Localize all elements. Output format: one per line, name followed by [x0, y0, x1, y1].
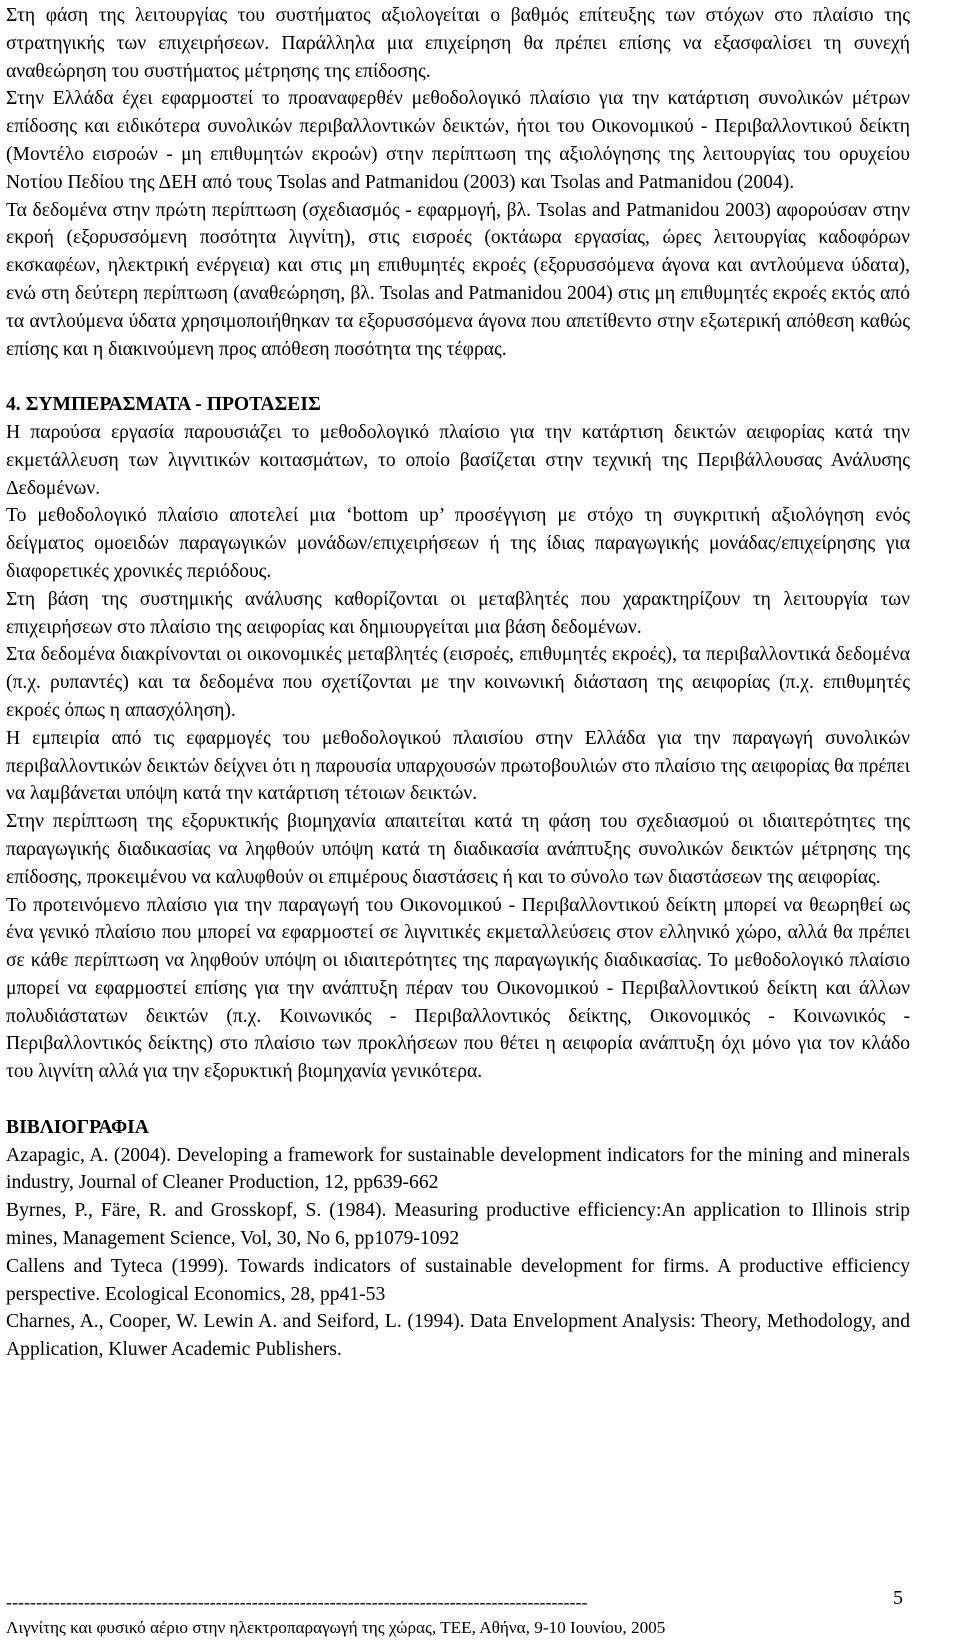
reference-entry: Charnes, A., Cooper, W. Lewin A. and Seiford, L. (1994). Data Envelopment Analysis: Theory, Methodology, and Application, Kluwer Academic Publishers.	[6, 1311, 910, 1361]
paragraph: Το προτεινόμενο πλαίσιο για την παραγωγή του Οικονομικού - Περιβαλλοντικού δείκτη μπορεί να θεωρηθεί ως ένα γενικό πλαίσιο που μπορεί να εφαρμοστεί σε λιγνιτικές εκμεταλλεύσεις στον ελληνικό χώρο, αλλά θα πρέπει σε κάθε περίπτωση να ληφθούν υπόψη οι ιδιαιτερότητες της παραγωγικής διαδικασίας. Το μεθοδολογικό πλαίσιο μπορεί να εφαρμοστεί επίσης για την ανάπτυξη πέραν του Οικονομικού - Περιβαλλοντικού δείκτη και άλλων πολυδιάστατων δεικτών (π.χ. Κοινωνικός - Περιβαλλοντικός δείκτης, Οικονομικός - Κοινωνικός - Περιβαλλοντικός δείκτης) στο πλαίσιο των προκλήσεων που θέτει η αειφορία ανάπτυξη όχι μόνο για τον κλάδο του λιγνίτη αλλά για την εξορυκτική βιομηχανία γενικότερα.	[6, 894, 910, 1083]
paragraph: Στα δεδομένα διακρίνονται οι οικονομικές μεταβλητές (εισροές, επιθυμητές εκροές), τα περιβαλλοντικά δεδομένα (π.χ. ρυπαντές) και τα δεδομένα που σχετίζονται με την κοινωνική διάσταση της αειφορίας (π.χ. επιθυμητές εκροές όπως η απασχόληση).	[6, 644, 910, 721]
reference-entry: Azapagic, A. (2004). Developing a framework for sustainable development indicators for the mining and minerals industry, Journal of Cleaner Production, 12, pp639-662	[6, 1144, 910, 1194]
paragraph: Η εμπειρία από τις εφαρμογές του μεθοδολογικού πλαισίου στην Ελλάδα για την παραγωγή συνολικών περιβαλλοντικών δεικτών δείχνει ότι η παρουσία υπαρχουσών πρωτοβουλιών στο πλαίσιο της αειφορίας θα πρέπει να λαμβάνεται υπόψη κατά την κατάρτιση τέτοιων δεικτών.	[6, 727, 910, 805]
bibliography-heading: ΒΙΒΛΙΟΓΡΑΦΙΑ	[6, 1116, 149, 1138]
document-body	[6, 2, 910, 1364]
section-heading: 4. ΣΥΜΠΕΡΑΣΜΑΤΑ - ΠΡΟΤΑΣΕΙΣ	[6, 394, 321, 416]
reference-entry: Callens and Tyteca (1999). Towards indicators of sustainable development for firms. A productive efficiency perspective. Ecological Economics, 28, pp41-53	[6, 1255, 910, 1305]
reference-entry: Byrnes, P., Färe, R. and Grosskopf, S. (1984). Measuring productive efficiency:An application to Illinois strip mines, Management Science, Vol, 30, No 6, pp1079-1092	[6, 1200, 910, 1250]
paragraph: Στην περίπτωση της εξορυκτικής βιομηχανία απαιτείται κατά τη φάση του σχεδιασμού οι ιδιαιτερότητες της παραγωγικής διαδικασίας να ληφθούν υπόψη κατά τη διαδικασία ανάπτυξης συνολικών δεικτών μέτρησης της επίδοσης, προκειμένου να καλυφθούν οι επιμέρους διαστάσεις ή και το σύνολο των διαστάσεων της αειφορίας.	[6, 811, 910, 888]
spacer	[6, 1086, 910, 1114]
footer-separator: -------------------------------------------------------------------------------------------------	[6, 1592, 588, 1612]
paragraph: Η παρούσα εργασία παρουσιάζει το μεθοδολογικό πλαίσιο για την κατάρτιση δεικτών αειφορίας κατά την εκμετάλλευση των λιγνιτικών κοιτασμάτων, το οποίο βασίζεται στην τεχνική της Περιβάλλουσας Ανάλυσης Δεδομένων.	[6, 421, 910, 499]
paragraph: Στην Ελλάδα έχει εφαρμοστεί το προαναφερθέν μεθοδολογικό πλαίσιο για την κατάρτιση συνολικών μέτρων επίδοσης και ειδικότερα συνολικών περιβαλλοντικών δεικτών, ήτοι του Οικονομικού - Περιβαλλοντικού δείκτη (Μοντέλο εισροών - μη επιθυμητών εκροών) στην περίπτωση της αξιολόγησης της λειτουργίας του ορυχείου Νοτίου Πεδίου της ΔΕΗ από τους Tsolas and Patmanidou (2003) και Tsolas and Patmanidou (2004).	[6, 88, 910, 193]
footer-text: Λιγνίτης και φυσικό αέριο στην ηλεκτροπαραγωγή της χώρας, ΤΕΕ, Αθήνα, 9-10 Ιουνίου, 2005	[6, 1618, 666, 1637]
paragraph: Το μεθοδολογικό πλαίσιο αποτελεί μια ‘bottom up’ προσέγγιση με στόχο τη συγκριτική αξιολόγηση ενός δείγματος ομοειδών παραγωγικών μονάδων/επιχειρήσεων ή της ίδιας παραγωγικής μονάδας/επιχείρησης για διαφορετικές χρονικές περιόδους.	[6, 505, 910, 582]
paragraph: Στη βάση της συστημικής ανάλυσης καθορίζονται οι μεταβλητές που χαρακτηρίζουν τη λειτουργία των επιχειρήσεων στο πλαίσιο της αειφορίας και δημιουργείται μια βάση δεδομένων.	[6, 588, 910, 638]
bibliography	[6, 1114, 910, 1364]
spacer	[6, 363, 910, 391]
paragraph: Στη φάση της λειτουργίας του συστήματος αξιολογείται ο βαθμός επίτευξης των στόχων στο πλαίσιο της στρατηγικής των επιχειρήσεων. Παράλληλα μια επιχείρηση θα πρέπει επίσης να εξασφαλίσει τη συνεχή αναθεώρηση του συστήματος μέτρησης της επίδοσης.	[6, 5, 910, 82]
page-number: 5	[893, 1587, 903, 1609]
paragraph: Τα δεδομένα στην πρώτη περίπτωση (σχεδιασμός - εφαρμογή, βλ. Tsolas and Patmanidou 2003) αφορούσαν στην εκροή (εξορυσσόμενη ποσότητα λιγνίτη), στις εισροές (οκτάωρα εργασίας, ώρες λειτουργίας καδοφόρων εκσκαφέων, ηλεκτρική ενέργεια) και στις μη επιθυμητές εκροές (εξορυσσόμενα άγονα και αντλούμενα ύδατα), ενώ στη δεύτερη περίπτωση (αναθεώρηση, βλ. Tsolas and Patmanidou 2004) στις μη επιθυμητές εκροές εκτός από τα αντλούμενα ύδατα χρησιμοποιήθηκαν τα εξορυσσόμενα άγονα που απετίθεντο στην εξωτερική απόθεση καθώς επίσης και η διακινούμενη προς απόθεση ποσότητα της τέφρας.	[6, 199, 910, 360]
